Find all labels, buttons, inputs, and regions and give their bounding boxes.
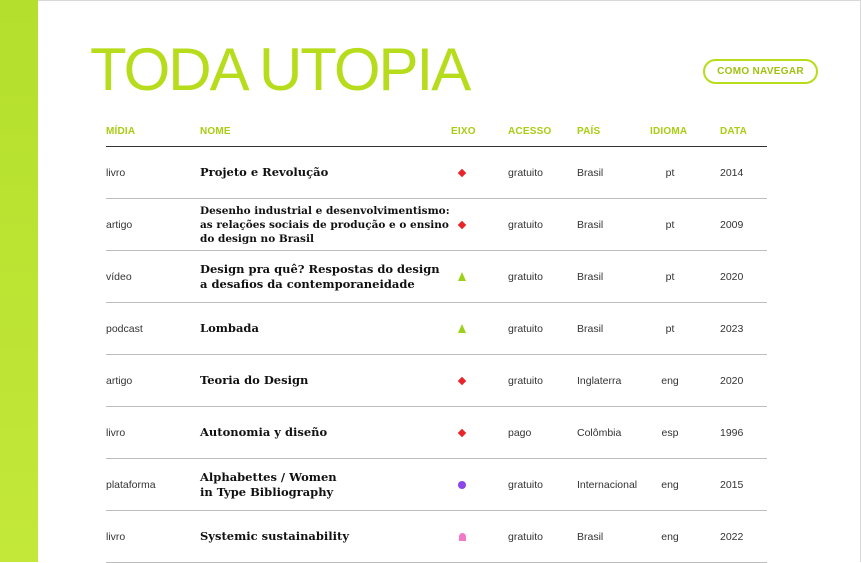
column-header-idioma[interactable]: IDIOMA	[650, 126, 688, 137]
cell-acesso: gratuito	[508, 374, 544, 387]
eixo-triangle-icon	[458, 272, 466, 281]
eixo-triangle-icon	[458, 324, 466, 333]
cell-nome[interactable]: Projeto e Revolução	[200, 165, 329, 179]
cell-idioma: pt	[665, 270, 675, 283]
cell-midia: livro	[106, 530, 126, 543]
cell-nome[interactable]: Teoria do Design	[200, 373, 309, 387]
cell-idioma: eng	[661, 478, 679, 491]
cell-midia: artigo	[106, 218, 133, 231]
table-row[interactable]	[106, 511, 767, 563]
eixo-circle-icon	[458, 481, 466, 489]
table-header	[106, 126, 766, 138]
cell-eixo	[451, 251, 473, 302]
table-row[interactable]	[106, 199, 767, 251]
cell-data: 2014	[720, 166, 744, 179]
cell-idioma: pt	[665, 166, 675, 179]
table-row[interactable]	[106, 147, 767, 199]
cell-pais: Inglaterra	[577, 374, 622, 387]
eixo-diamond-icon	[458, 220, 466, 228]
cell-acesso: gratuito	[508, 218, 544, 231]
cell-idioma: esp	[661, 426, 679, 439]
cell-midia: vídeo	[106, 270, 132, 283]
eixo-diamond-icon	[458, 376, 466, 384]
column-header-data[interactable]: DATA	[720, 126, 748, 137]
cell-data: 2022	[720, 530, 744, 543]
column-header-eixo[interactable]: EIXO	[451, 126, 476, 137]
table-row[interactable]	[106, 459, 767, 511]
cell-midia: livro	[106, 166, 126, 179]
cell-data: 2023	[720, 322, 744, 335]
eixo-arch-icon	[459, 533, 466, 541]
cell-pais: Brasil	[577, 218, 604, 231]
cell-idioma: pt	[665, 218, 675, 231]
cell-eixo	[451, 459, 473, 510]
cell-eixo	[451, 407, 473, 458]
column-header-pais[interactable]: PAÍS	[577, 126, 601, 137]
cell-midia: plataforma	[106, 478, 156, 491]
como-navegar-button[interactable]: COMO NAVEGAR	[703, 59, 818, 84]
cell-data: 1996	[720, 426, 744, 439]
cell-acesso: gratuito	[508, 322, 544, 335]
table-row[interactable]	[106, 251, 767, 303]
cell-pais: Brasil	[577, 530, 604, 543]
cell-pais: Brasil	[577, 166, 604, 179]
cell-acesso: gratuito	[508, 270, 544, 283]
cell-eixo	[451, 511, 473, 562]
cell-midia: artigo	[106, 374, 133, 387]
cell-nome[interactable]: Systemic sustainability	[200, 529, 350, 543]
cell-nome[interactable]: Lombada	[200, 321, 259, 335]
table-row[interactable]	[106, 407, 767, 459]
cell-pais: Internacional	[577, 478, 638, 491]
cell-data: 2009	[720, 218, 744, 231]
window-top-border	[0, 0, 861, 1]
cell-idioma: eng	[661, 530, 679, 543]
cell-pais: Brasil	[577, 270, 604, 283]
eixo-diamond-icon	[458, 168, 466, 176]
cell-nome[interactable]: Alphabettes / Women in Type Bibliography	[200, 469, 337, 499]
cell-midia: livro	[106, 426, 126, 439]
cell-nome[interactable]: Desenho industrial e desenvolvimentismo: as relações sociais de produção e o ensino do design no Brasil	[200, 204, 450, 245]
left-accent-band	[0, 0, 38, 562]
column-header-midia[interactable]: MÍDIA	[106, 126, 136, 137]
cell-eixo	[451, 147, 473, 198]
cell-midia: podcast	[106, 322, 143, 335]
table-row[interactable]	[106, 303, 767, 355]
cell-eixo	[451, 303, 473, 354]
page-title: TODA UTOPIA	[90, 36, 470, 103]
table-row[interactable]	[106, 355, 767, 407]
cell-nome[interactable]: Autonomia y diseño	[200, 425, 328, 439]
eixo-diamond-icon	[458, 428, 466, 436]
cell-acesso: gratuito	[508, 166, 544, 179]
cell-eixo	[451, 355, 473, 406]
column-header-acesso[interactable]: ACESSO	[508, 126, 552, 137]
cell-acesso: gratuito	[508, 478, 544, 491]
cell-data: 2020	[720, 374, 744, 387]
cell-eixo	[451, 199, 473, 250]
cell-pais: Brasil	[577, 322, 604, 335]
cell-idioma: pt	[665, 322, 675, 335]
cell-nome[interactable]: Design pra quê? Respostas do design a desafios da contemporaneidade	[200, 261, 440, 291]
cell-idioma: eng	[661, 374, 679, 387]
cell-data: 2020	[720, 270, 744, 283]
cell-data: 2015	[720, 478, 744, 491]
cell-acesso: gratuito	[508, 530, 544, 543]
column-header-nome[interactable]: NOME	[200, 126, 231, 137]
cell-acesso: pago	[508, 426, 532, 439]
cell-pais: Colômbia	[577, 426, 622, 439]
